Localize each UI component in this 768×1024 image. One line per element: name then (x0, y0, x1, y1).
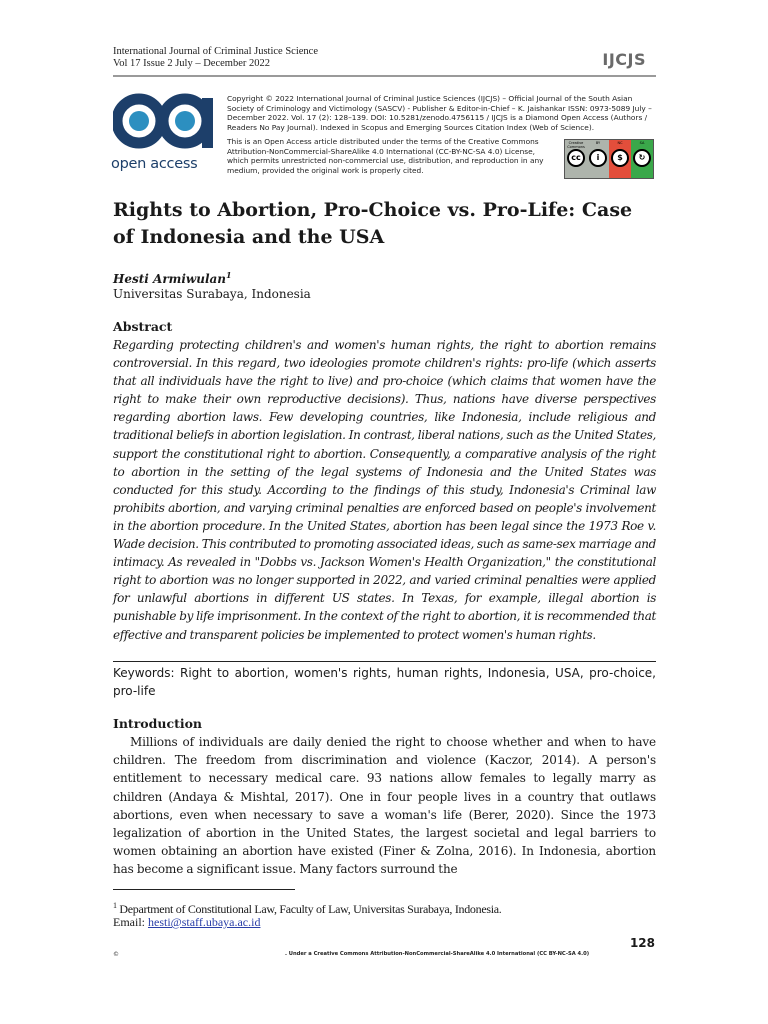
abstract-text: Regarding protecting children's and women's human rights, the right to abortion remains controversial. In this regard, two ideologies promote children's rights: pro-life (which asserts that all individuals have the right to live) and pro-choice (which claims that women have the right to make their own reproductive decisions). Thus, nations have diverse perspectives regarding abortion laws. Few developing countries, like Indonesia, include religious and traditional beliefs in abortion legislation. In contrast, liberal nations, such as the United States, support the constitutional right to abortion. Consequently, a comparative analysis of the right to abortion in the setting of the legal systems of Indonesia and the United States was conducted for this study. According to the findings of this study, Indonesia's Criminal law prohibits abortion, and varying criminal penalties are enforced based on people's involvement in the abortion procedure. In the United States, abortion has been legal since the 1973 Roe v. Wade decision. This contributed to promoting associated ideas, such as same-sex marriage and intimacy. As revealed in "Dobbs vs. Jackson Women's Health Organization," the constitutional right to abortion was no longer supported in 2022, and varied criminal penalties were applied for unlawful abortions in different US states. In Texas, for example, illegal abortion is punishable by life imprisonment. In the context of the right to abortion, it is recommended that effective and transparent policies be implemented to protect women's human rights. (113, 338, 656, 642)
email-label: Email: (113, 915, 145, 929)
introduction-heading: Introduction (113, 716, 203, 731)
author-name-text: Hesti Armiwulan (113, 272, 227, 286)
footer-license-text: . Under a Creative Commons Attribution-NonCommercial-ShareAlike 4.0 International (CC BY-NC-SA 4.0) (285, 951, 590, 957)
keywords: Keywords: Right to abortion, women's rights, human rights, Indonesia, USA, pro-choice, pro-life (113, 666, 656, 698)
journal-name: International Journal of Criminal Justice Science (113, 46, 318, 57)
copyright-notice: Copyright © 2022 International Journal of Criminal Justice Sciences (IJCJS) – Official Journal of the South Asian Society of Criminology and Victimology (SASCV) - Publisher & Editor-in-Chief – K. Jaishankar ISSN: 0973-5089 July – December 2022. Vol. 17 (2): 128–139. DOI: 10.5281/zenodo.4756115 / IJCJS is a Diamond Open Access (Authors / Readers No Pay Journal). Indexed in Scopus and Emerging Sources Citation Index (Web of Science). (227, 94, 652, 132)
journal-issue: Vol 17 Issue 2 July – December 2022 (113, 58, 270, 69)
noncommercial-symbol: $ (611, 149, 629, 167)
keywords-divider (113, 661, 656, 662)
footnote-divider (113, 889, 295, 890)
open-access-icon (113, 90, 213, 152)
attribution-symbol: i (589, 149, 607, 167)
paper-title: Rights to Abortion, Pro-Choice vs. Pro-Life: Case of Indonesia and the USA (113, 199, 633, 248)
license-notice: This is an Open Access article distributed under the terms of the Creative Commons Attribution-NonCommercial-ShareAlike 4.0 International (CC-BY-NC-SA 4.0) License, which permits unrestricted non-commercial use, distribution, and reproduction in any medium, provided the original work is properly cited. (227, 137, 544, 175)
cc-cell-label: Creative Commons (567, 141, 585, 149)
author-email-link[interactable]: hesti@staff.ubaya.ac.id (148, 915, 261, 929)
by-icon (587, 140, 609, 178)
author-footnote-marker: 1 (226, 270, 232, 280)
footnote-text: Department of Constitutional Law, Faculty of Law, Universitas Surabaya, Indonesia. (119, 902, 502, 916)
email-line (113, 914, 260, 931)
cc-icon (565, 140, 587, 178)
journal-header (113, 46, 656, 70)
nc-icon (609, 140, 631, 178)
introduction-text: Millions of individuals are daily denied the right to choose whether and when to have children. The freedom from discrimination and violence (Kaczor, 2014). A person's entitlement to necessary medical care. 93 nations allow females to legally marry as children (Andaya & Mishtal, 2017). One in four people lives in a country that outlaws abortions, even when necessary to save a woman's life (Berer, 2020). Since the 1973 legalization of abortion in the United States, the largest societal and legal barriers to women obtaining an abortion have existed (Finer & Zolna, 2016). In Indonesia, abortion has become a significant issue. Many factors surround the (113, 735, 656, 877)
sharealike-symbol: ↻ (633, 149, 651, 167)
header-divider (113, 75, 656, 77)
cc-symbol: cc (567, 149, 585, 167)
cc-license-badge (564, 139, 654, 179)
sa-icon (631, 140, 653, 178)
page-number: 128 (629, 936, 655, 950)
footer-copyright-symbol: © (113, 951, 119, 958)
nc-cell-label: NC (617, 141, 623, 145)
sa-cell-label: SA (639, 141, 645, 145)
open-access-logo (111, 90, 215, 182)
abstract-heading: Abstract (113, 319, 173, 334)
author-affiliation: Universitas Surabaya, Indonesia (113, 287, 311, 301)
journal-logo: IJCJS (602, 50, 646, 69)
by-cell-label: BY (595, 141, 601, 145)
open-access-label: open access (111, 156, 198, 172)
author-name (113, 267, 232, 287)
footnote-marker: 1 (113, 901, 117, 910)
